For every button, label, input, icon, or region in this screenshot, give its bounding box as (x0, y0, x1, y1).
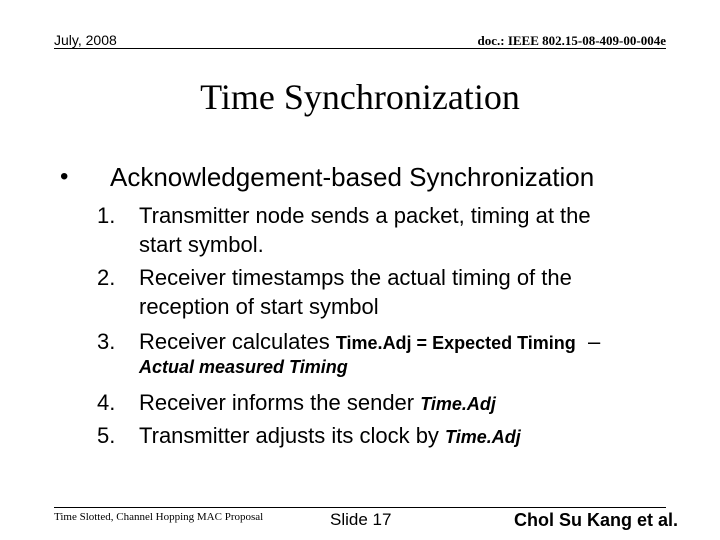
list-item-text (139, 423, 521, 449)
term-text: Time.Adj (420, 394, 496, 414)
header-divider (54, 48, 666, 49)
formula-text: Time.Adj = Expected Timing (335, 333, 576, 353)
list-item-text: reception of start symbol (139, 294, 379, 319)
bullet-heading: Acknowledgement-based Synchronization (110, 162, 595, 192)
footer-proposal-title: Time Slotted, Channel Hopping MAC Proposal (54, 511, 264, 523)
list-item-number: 5. (97, 423, 116, 448)
slide-title: Time Synchronization (200, 77, 520, 117)
bullet-marker: • (60, 163, 69, 190)
list-item-prefix: Receiver informs the sender (139, 390, 421, 415)
formula-dash: – (588, 329, 601, 354)
list-item-prefix: Transmitter adjusts its clock by (139, 423, 446, 448)
list-item-number: 1. (97, 203, 116, 228)
list-item-number: 3. (97, 329, 116, 354)
list-item-text: start symbol. (139, 232, 264, 257)
header-doc-id: doc.: IEEE 802.15-08-409-00-004e (477, 33, 666, 48)
footer-author: Chol Su Kang et al. (513, 510, 678, 530)
list-item-number: 4. (97, 390, 116, 415)
list-item-text: Transmitter node sends a packet, timing at the (139, 203, 591, 228)
footer-divider (54, 507, 666, 508)
footer-slide-number: Slide 17 (330, 510, 392, 529)
list-item-prefix: Receiver calculates (139, 329, 336, 354)
header-date: July, 2008 (54, 32, 117, 48)
term-text: Time.Adj (445, 427, 521, 447)
list-item-number: 2. (97, 265, 116, 290)
list-item-text (139, 329, 600, 355)
list-item-text: Receiver timestamps the actual timing of the (139, 265, 572, 290)
list-item-text (139, 390, 496, 416)
formula-continuation: Actual measured Timing (139, 357, 348, 377)
